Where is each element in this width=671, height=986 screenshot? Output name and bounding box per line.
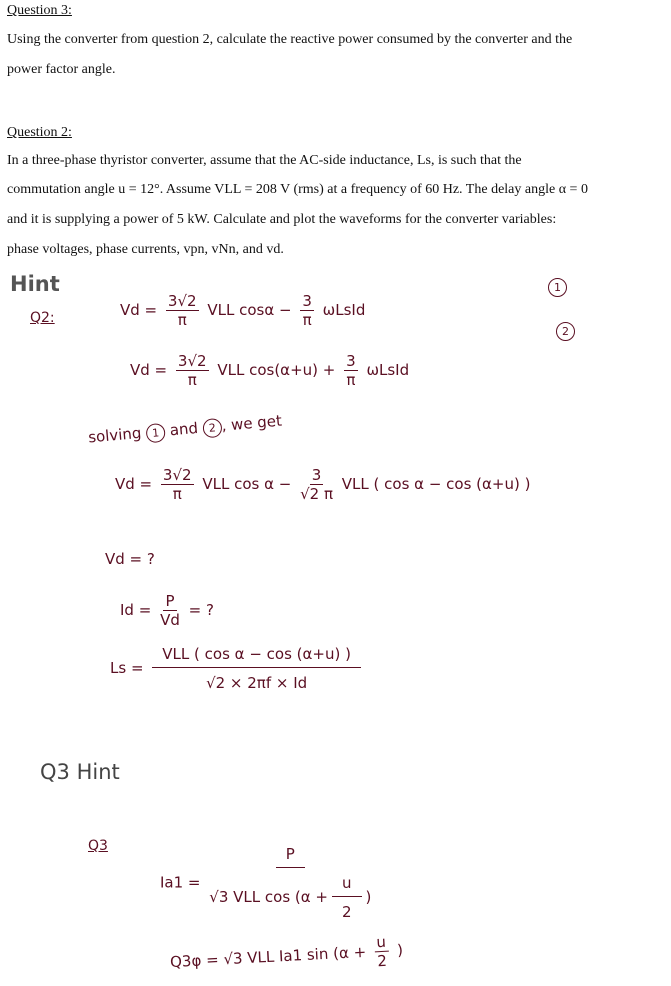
eq1-frac2-den: π: [302, 311, 312, 329]
q3-eq1-lhs: Ia1 =: [160, 873, 201, 892]
eq3-tail: VLL ( cos α − cos (α+u) ): [341, 475, 531, 493]
q3-equation-1: [160, 845, 375, 921]
eq3-mid: VLL cos α −: [202, 475, 292, 493]
eq3-lhs: Vd =: [115, 475, 153, 493]
q3-eq2-frac-num: u: [374, 933, 388, 953]
equation-tag-1: 1: [548, 278, 567, 297]
eq6-den: √2 × 2πf × Id: [206, 674, 308, 692]
question3-heading: Question 3:: [7, 3, 72, 18]
solving-post: , we get: [220, 411, 283, 435]
q3-eq2-frac-den: 2: [376, 951, 388, 971]
eq1-frac1-num: 3√2: [167, 292, 197, 310]
eq3-frac2-num: 3: [311, 466, 322, 484]
equation-5: [120, 592, 214, 629]
eq2-tail: ωLsId: [366, 361, 410, 379]
q3-eq1-den-post: ): [365, 888, 372, 906]
eq1-lhs: Vd =: [120, 301, 158, 319]
eq2-mid: VLL cos(α+u) +: [217, 361, 336, 379]
eq6-num: VLL ( cos α − cos (α+u) ): [152, 645, 361, 668]
q2-label: Q2:: [30, 310, 55, 326]
solving-tag-2: 2: [202, 418, 223, 439]
q3-hint-title: Q3 Hint: [40, 760, 120, 784]
question2-text-line2: commutation angle u = 12°. Assume VLL = 208 V (rms) at a frequency of 60 Hz. The delay angle α = 0: [7, 182, 588, 197]
q3-label: Q3: [88, 838, 108, 854]
solving-text: solving: [87, 423, 143, 447]
q3-equation-2: [169, 932, 404, 981]
equation-3: [115, 466, 530, 503]
eq2-lhs: Vd =: [130, 361, 168, 379]
q3-eq2-post: ): [396, 940, 404, 960]
eq2-frac1-den: π: [187, 371, 197, 389]
question2-text-line4: phase voltages, phase currents, vpn, vNn, and vd.: [7, 242, 284, 257]
question2-text-line1: In a three-phase thyristor converter, assume that the AC-side inductance, Ls, is such that the: [7, 153, 522, 168]
eq5-tail: = ?: [188, 601, 214, 619]
eq2-frac2-num: 3: [346, 352, 356, 370]
eq1-mid: VLL cosα −: [207, 301, 292, 319]
equation-1: [120, 292, 365, 329]
eq2-frac2-den: π: [346, 371, 356, 389]
eq3-frac1-den: π: [172, 485, 182, 503]
q3-eq1-den-frac-num: u: [332, 874, 362, 897]
equation-4: Vd = ?: [105, 550, 155, 568]
question3-text-line2: power factor angle.: [7, 62, 116, 77]
solving-note: [87, 412, 282, 449]
equation-2: [130, 352, 409, 389]
eq6-lhs: Ls =: [110, 659, 144, 677]
eq2-frac1-num: 3√2: [177, 352, 207, 370]
q3-eq1-den-frac-den: 2: [341, 903, 352, 921]
eq1-tail: ωLsId: [322, 301, 366, 319]
q3-eq1-num: P: [276, 845, 305, 868]
q3-eq2-pre: √3 VLL Ia1 sin (α +: [222, 942, 367, 969]
question2-text-line3: and it is supplying a power of 5 kW. Calculate and plot the waveforms for the converter variables:: [7, 212, 557, 227]
eq1-frac2-num: 3: [302, 292, 312, 310]
solving-tag-1: 1: [145, 423, 166, 444]
eq5-den: Vd: [160, 611, 180, 629]
equation-tag-2: 2: [556, 322, 575, 341]
q3-eq1-den-pre: √3 VLL cos (α +: [209, 888, 328, 906]
equation-6: [110, 645, 365, 692]
solving-and: and: [168, 418, 199, 440]
question3-text-line1: Using the converter from question 2, calculate the reactive power consumed by the converter and the: [7, 32, 573, 47]
q3-eq2-lhs: Q3φ =: [169, 950, 220, 972]
eq3-frac2-den: √2 π: [300, 485, 334, 503]
eq5-num: P: [165, 592, 175, 610]
eq3-frac1-num: 3√2: [162, 466, 192, 484]
hint-title: Hint: [10, 272, 60, 296]
eq5-lhs: Id =: [120, 601, 152, 619]
eq1-frac1-den: π: [177, 311, 187, 329]
question2-heading: Question 2:: [7, 125, 72, 140]
